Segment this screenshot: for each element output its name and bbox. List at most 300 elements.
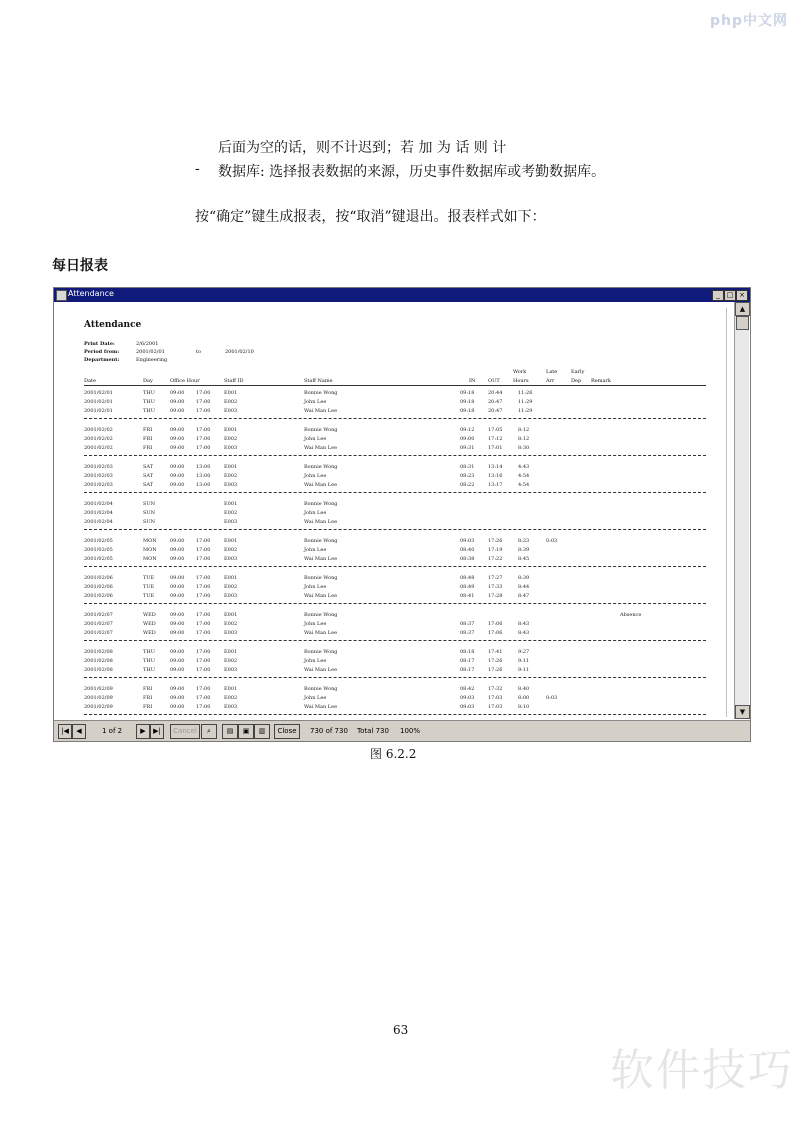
table-row bbox=[60, 510, 726, 519]
setup-button[interactable] bbox=[254, 724, 270, 739]
group-separator bbox=[84, 529, 706, 530]
cell-day: THU bbox=[143, 390, 155, 396]
cell-remark: Absence bbox=[620, 612, 642, 618]
table-row bbox=[60, 686, 726, 695]
cell-day: WED bbox=[143, 621, 156, 627]
cell-staff-id: E002 bbox=[224, 584, 238, 590]
cell-in: 08:49 bbox=[460, 584, 475, 590]
cell-office-end: 13:00 bbox=[196, 473, 211, 479]
cell-office-start: 09:00 bbox=[170, 427, 185, 433]
cell-date: 2001/02/01 bbox=[84, 408, 113, 414]
scroll-down-icon[interactable]: ▼ bbox=[735, 705, 750, 719]
cell-out: 17:06 bbox=[488, 621, 503, 627]
cell-staff-name: Bonnie Wong bbox=[304, 686, 338, 692]
cell-hours: 4:43 bbox=[518, 464, 530, 470]
cell-staff-id: E003 bbox=[224, 408, 238, 414]
cell-date: 2001/02/03 bbox=[84, 482, 113, 488]
cell-staff-name: John Lee bbox=[304, 510, 327, 516]
cell-out: 17:26 bbox=[488, 538, 503, 544]
window-title: Attendance bbox=[68, 289, 114, 298]
report-toolbar bbox=[54, 720, 750, 741]
cell-date: 2001/02/05 bbox=[84, 556, 113, 562]
col-header-remark: Remark bbox=[591, 378, 611, 384]
cell-office-start: 09:00 bbox=[170, 686, 185, 692]
window-app-icon bbox=[56, 290, 67, 301]
cell-office-end: 17:00 bbox=[196, 408, 211, 414]
cell-staff-id: E001 bbox=[224, 390, 238, 396]
cell-date: 2001/02/01 bbox=[84, 399, 113, 405]
cell-staff-id: E002 bbox=[224, 399, 238, 405]
cell-staff-name: Bonnie Wong bbox=[304, 649, 338, 655]
paragraph-line-3: 按“确定”键生成报表，按“取消”键退出。报表样式如下： bbox=[195, 209, 546, 225]
cell-office-end: 17:00 bbox=[196, 667, 211, 673]
table-row bbox=[60, 538, 726, 547]
cell-in: 09:18 bbox=[460, 408, 475, 414]
cell-hours: 8:30 bbox=[518, 445, 530, 451]
cell-office-end: 17:00 bbox=[196, 436, 211, 442]
cell-hours: 8:40 bbox=[518, 686, 530, 692]
group-separator bbox=[84, 714, 706, 715]
cell-day: SUN bbox=[143, 501, 156, 507]
table-row bbox=[60, 464, 726, 473]
cell-date: 2001/02/08 bbox=[84, 667, 113, 673]
cell-staff-name: Wai Man Lee bbox=[304, 630, 338, 636]
cell-day: FRI bbox=[143, 695, 153, 701]
cell-day: THU bbox=[143, 658, 155, 664]
cell-in: 08:31 bbox=[460, 464, 475, 470]
cell-office-end: 17:00 bbox=[196, 575, 211, 581]
section-title: 每日报表 bbox=[52, 258, 108, 274]
cell-office-start: 09:00 bbox=[170, 612, 185, 618]
cell-staff-id: E003 bbox=[224, 593, 238, 599]
cell-day: THU bbox=[143, 649, 155, 655]
cell-in: 09:31 bbox=[460, 445, 475, 451]
cell-staff-name: Wai Man Lee bbox=[304, 667, 338, 673]
col-header-out: OUT bbox=[488, 378, 500, 384]
cell-day: SAT bbox=[143, 473, 154, 479]
cell-staff-id: E003 bbox=[224, 519, 238, 525]
cell-hours: 8:43 bbox=[518, 630, 530, 636]
cell-in: 09:03 bbox=[460, 538, 475, 544]
cell-office-end: 13:00 bbox=[196, 482, 211, 488]
cell-office-end: 17:00 bbox=[196, 445, 211, 451]
cell-day: FRI bbox=[143, 427, 153, 433]
maximize-icon[interactable]: □ bbox=[724, 290, 736, 301]
cell-staff-name: Wai Man Lee bbox=[304, 482, 338, 488]
table-row bbox=[60, 649, 726, 658]
cell-date: 2001/02/07 bbox=[84, 612, 113, 618]
col-header-in: IN bbox=[469, 378, 476, 384]
col-header-day: Day bbox=[143, 378, 153, 384]
cell-office-end: 17:00 bbox=[196, 593, 211, 599]
col-header-late: Late bbox=[546, 369, 558, 375]
table-row bbox=[60, 473, 726, 482]
cell-hours: 8:00 bbox=[518, 695, 530, 701]
col-header-arr: Arr bbox=[546, 378, 555, 384]
cell-office-start: 09:00 bbox=[170, 473, 185, 479]
cell-staff-id: E001 bbox=[224, 464, 238, 470]
cell-hours: 8:12 bbox=[518, 436, 530, 442]
scroll-up-icon[interactable]: ▲ bbox=[735, 302, 750, 316]
cell-date: 2001/02/07 bbox=[84, 630, 113, 636]
cell-date: 2001/02/03 bbox=[84, 464, 113, 470]
cell-day: SUN bbox=[143, 510, 156, 516]
cell-staff-name: Bonnie Wong bbox=[304, 427, 338, 433]
cell-office-start: 09:00 bbox=[170, 464, 185, 470]
cell-office-start: 09:00 bbox=[170, 408, 185, 414]
cell-hours: 11:26 bbox=[518, 390, 533, 396]
cell-hours: 8:45 bbox=[518, 556, 530, 562]
cell-out: 17:01 bbox=[488, 445, 503, 451]
cell-office-end: 17:00 bbox=[196, 686, 211, 692]
cell-date: 2001/02/04 bbox=[84, 519, 113, 525]
table-row bbox=[60, 408, 726, 417]
table-row bbox=[60, 399, 726, 408]
cell-date: 2001/02/07 bbox=[84, 621, 113, 627]
cell-out: 17:03 bbox=[488, 695, 503, 701]
cell-office-end: 17:00 bbox=[196, 390, 211, 396]
cell-staff-id: E002 bbox=[224, 621, 238, 627]
search-button[interactable] bbox=[201, 724, 217, 739]
table-row bbox=[60, 390, 726, 399]
cell-hours: 4:54 bbox=[518, 473, 530, 479]
cell-day: MON bbox=[143, 538, 157, 544]
cell-staff-name: John Lee bbox=[304, 584, 327, 590]
cell-in: 08:23 bbox=[460, 473, 475, 479]
cell-hours: 8:23 bbox=[518, 538, 530, 544]
cell-in: 08:38 bbox=[460, 556, 475, 562]
period-label: Period from: bbox=[84, 349, 120, 355]
paragraph-line-1: 后面为空的话，则不计迟到；若 加 为 话 则 计 bbox=[218, 140, 507, 156]
cell-out: 17:26 bbox=[488, 658, 503, 664]
figure-caption: 图 6.2.2 bbox=[370, 747, 417, 761]
cell-office-start: 09:00 bbox=[170, 649, 185, 655]
cell-day: SAT bbox=[143, 482, 154, 488]
cell-date: 2001/02/02 bbox=[84, 445, 113, 451]
cell-out: 17:05 bbox=[488, 427, 503, 433]
table-row bbox=[60, 658, 726, 667]
cell-staff-name: Bonnie Wong bbox=[304, 538, 338, 544]
cell-staff-name: John Lee bbox=[304, 658, 327, 664]
window-titlebar bbox=[54, 288, 750, 302]
cell-day: MON bbox=[143, 547, 157, 553]
period-to-label: to bbox=[196, 349, 202, 355]
cell-staff-name: John Lee bbox=[304, 695, 327, 701]
table-row bbox=[60, 630, 726, 639]
close-button[interactable]: Close bbox=[274, 724, 300, 739]
cell-in: 09:00 bbox=[460, 436, 475, 442]
report-window bbox=[53, 287, 751, 742]
cell-hours: 9:11 bbox=[518, 658, 530, 664]
cell-office-start: 09:00 bbox=[170, 704, 185, 710]
table-row bbox=[60, 556, 726, 565]
cell-staff-name: John Lee bbox=[304, 399, 327, 405]
group-separator bbox=[84, 566, 706, 567]
cell-staff-id: E003 bbox=[224, 667, 238, 673]
cell-day: WED bbox=[143, 630, 156, 636]
cell-date: 2001/02/04 bbox=[84, 510, 113, 516]
department-value: Engineering bbox=[136, 357, 168, 363]
cell-in: 08:40 bbox=[460, 547, 475, 553]
cell-hours: 4:54 bbox=[518, 482, 530, 488]
cell-out: 17:19 bbox=[488, 547, 503, 553]
cell-office-start: 09:00 bbox=[170, 630, 185, 636]
table-row bbox=[60, 667, 726, 676]
col-header-staff-name: Staff Name bbox=[304, 378, 333, 384]
page-setup-icon: ▥ bbox=[258, 727, 266, 735]
cell-out: 17:06 bbox=[488, 630, 503, 636]
close-icon[interactable]: × bbox=[736, 290, 748, 301]
export-icon: ▣ bbox=[242, 727, 250, 735]
printer-icon: ▤ bbox=[226, 727, 234, 735]
table-row bbox=[60, 621, 726, 630]
bullet-dash: - bbox=[195, 161, 200, 177]
cell-office-start: 09:00 bbox=[170, 621, 185, 627]
cell-date: 2001/02/09 bbox=[84, 695, 113, 701]
cell-staff-id: E001 bbox=[224, 686, 238, 692]
cell-out: 17:26 bbox=[488, 667, 503, 673]
cell-office-start: 09:00 bbox=[170, 658, 185, 664]
cell-office-end: 17:00 bbox=[196, 427, 211, 433]
cell-office-start: 09:00 bbox=[170, 482, 185, 488]
watermark-bottom: 软件技巧 bbox=[610, 1045, 794, 1096]
page-number: 63 bbox=[393, 1023, 409, 1037]
cancel-button[interactable]: Cancel bbox=[170, 724, 200, 739]
cell-day: SAT bbox=[143, 464, 154, 470]
cell-in: 08:48 bbox=[460, 575, 475, 581]
cell-office-end: 17:00 bbox=[196, 556, 211, 562]
cell-in: 08:37 bbox=[460, 621, 475, 627]
department-label: Department: bbox=[84, 357, 120, 363]
cell-day: WED bbox=[143, 612, 156, 618]
cell-out: 20:47 bbox=[488, 408, 503, 414]
table-row bbox=[60, 427, 726, 436]
cell-date: 2001/02/06 bbox=[84, 584, 113, 590]
cell-out: 13:17 bbox=[488, 482, 503, 488]
cell-date: 2001/02/06 bbox=[84, 593, 113, 599]
cell-staff-name: Wai Man Lee bbox=[304, 556, 338, 562]
cell-staff-name: Bonnie Wong bbox=[304, 390, 338, 396]
cell-day: FRI bbox=[143, 445, 153, 451]
cell-staff-name: Bonnie Wong bbox=[304, 464, 338, 470]
cell-hours: 8:43 bbox=[518, 621, 530, 627]
cell-staff-name: John Lee bbox=[304, 473, 327, 479]
cell-out: 17:03 bbox=[488, 704, 503, 710]
cell-day: MON bbox=[143, 556, 157, 562]
cell-office-start: 09:00 bbox=[170, 445, 185, 451]
cell-in: 08:18 bbox=[460, 649, 475, 655]
first-page-button[interactable]: |◀ bbox=[58, 724, 72, 739]
vertical-scrollbar[interactable] bbox=[734, 302, 749, 719]
col-header-office-hour: Office Hour bbox=[170, 378, 200, 384]
cell-staff-id: E002 bbox=[224, 547, 238, 553]
cell-in: 08:41 bbox=[460, 593, 475, 599]
cell-staff-name: John Lee bbox=[304, 547, 327, 553]
cell-date: 2001/02/06 bbox=[84, 575, 113, 581]
col-header-hours: Hours bbox=[513, 378, 529, 384]
cell-office-start: 09:00 bbox=[170, 399, 185, 405]
cell-office-start: 09:00 bbox=[170, 556, 185, 562]
cell-hours: 8:12 bbox=[518, 427, 530, 433]
col-header-date: Date bbox=[84, 378, 96, 384]
cell-office-end: 17:00 bbox=[196, 621, 211, 627]
cell-day: TUE bbox=[143, 584, 155, 590]
print-button[interactable] bbox=[222, 724, 238, 739]
cell-day: FRI bbox=[143, 686, 153, 692]
next-page-button[interactable]: ▶ bbox=[136, 724, 150, 739]
print-date-label: Print Date: bbox=[84, 341, 115, 347]
cell-date: 2001/02/04 bbox=[84, 501, 113, 507]
table-row bbox=[60, 612, 726, 621]
cell-date: 2001/02/05 bbox=[84, 547, 113, 553]
period-to-value: 2001/02/10 bbox=[225, 349, 254, 355]
col-header-staff-id: Staff ID bbox=[224, 378, 244, 384]
cell-out: 17:41 bbox=[488, 649, 503, 655]
cell-out: 20:47 bbox=[488, 399, 503, 405]
cell-office-end: 17:00 bbox=[196, 538, 211, 544]
cell-day: FRI bbox=[143, 436, 153, 442]
cell-staff-id: E001 bbox=[224, 538, 238, 544]
cell-office-end: 17:00 bbox=[196, 658, 211, 664]
cell-hours: 9:27 bbox=[518, 649, 530, 655]
group-separator bbox=[84, 603, 706, 604]
cell-office-end: 17:00 bbox=[196, 547, 211, 553]
cell-date: 2001/02/05 bbox=[84, 538, 113, 544]
table-row bbox=[60, 593, 726, 602]
group-separator bbox=[84, 418, 706, 419]
last-page-button[interactable]: ▶| bbox=[150, 724, 164, 739]
table-row bbox=[60, 482, 726, 491]
cell-in: 09:03 bbox=[460, 704, 475, 710]
table-row bbox=[60, 695, 726, 704]
header-rule bbox=[84, 385, 706, 386]
records-count: 730 of 730 bbox=[310, 727, 348, 735]
cell-office-start: 09:00 bbox=[170, 593, 185, 599]
print-date-value: 2/6/2001 bbox=[136, 341, 159, 347]
cell-office-end: 17:00 bbox=[196, 630, 211, 636]
table-row bbox=[60, 575, 726, 584]
cell-in: 09:18 bbox=[460, 399, 475, 405]
cell-office-end: 17:00 bbox=[196, 612, 211, 618]
cell-date: 2001/02/02 bbox=[84, 436, 113, 442]
cell-office-end: 17:00 bbox=[196, 704, 211, 710]
cell-out: 13:14 bbox=[488, 464, 503, 470]
cell-office-end: 17:00 bbox=[196, 695, 211, 701]
cell-office-end: 13:00 bbox=[196, 464, 211, 470]
minimize-icon[interactable]: _ bbox=[712, 290, 724, 301]
table-row bbox=[60, 445, 726, 454]
table-row bbox=[60, 501, 726, 510]
cell-staff-name: Wai Man Lee bbox=[304, 408, 338, 414]
group-separator bbox=[84, 677, 706, 678]
cell-staff-id: E003 bbox=[224, 630, 238, 636]
cell-date: 2001/02/09 bbox=[84, 686, 113, 692]
cell-staff-id: E002 bbox=[224, 436, 238, 442]
cell-office-start: 09:00 bbox=[170, 584, 185, 590]
cell-staff-id: E002 bbox=[224, 473, 238, 479]
cell-date: 2001/02/08 bbox=[84, 658, 113, 664]
cell-staff-id: E001 bbox=[224, 649, 238, 655]
cell-in: 09:12 bbox=[460, 427, 475, 433]
scroll-thumb[interactable] bbox=[736, 316, 749, 330]
cell-staff-id: E001 bbox=[224, 575, 238, 581]
cell-hours: 11:29 bbox=[518, 399, 533, 405]
cell-in: 09:18 bbox=[460, 390, 475, 396]
cell-staff-name: John Lee bbox=[304, 621, 327, 627]
cell-office-end: 17:00 bbox=[196, 584, 211, 590]
cell-staff-name: Bonnie Wong bbox=[304, 501, 338, 507]
cell-hours: 8:39 bbox=[518, 547, 530, 553]
cell-date: 2001/02/03 bbox=[84, 473, 113, 479]
cell-staff-id: E003 bbox=[224, 556, 238, 562]
cell-hours: 9:11 bbox=[518, 667, 530, 673]
cell-staff-id: E003 bbox=[224, 704, 238, 710]
cell-hours: 8:44 bbox=[518, 584, 530, 590]
col-header-dep: Dep bbox=[571, 378, 582, 384]
period-from-value: 2001/02/01 bbox=[136, 349, 165, 355]
cell-date: 2001/02/08 bbox=[84, 649, 113, 655]
group-separator bbox=[84, 640, 706, 641]
group-separator bbox=[84, 455, 706, 456]
cell-out: 20:44 bbox=[488, 390, 503, 396]
cell-late-arr: 0:03 bbox=[546, 538, 558, 544]
cell-staff-name: Wai Man Lee bbox=[304, 519, 338, 525]
cell-staff-name: Wai Man Lee bbox=[304, 445, 338, 451]
prev-page-button[interactable]: ◀ bbox=[72, 724, 86, 739]
cell-day: THU bbox=[143, 399, 155, 405]
cell-day: FRI bbox=[143, 704, 153, 710]
cell-day: SUN bbox=[143, 519, 156, 525]
export-button[interactable] bbox=[238, 724, 254, 739]
zoom-level: 100% bbox=[400, 727, 421, 735]
cell-staff-id: E003 bbox=[224, 445, 238, 451]
cell-staff-name: John Lee bbox=[304, 436, 327, 442]
table-row bbox=[60, 704, 726, 713]
table-row bbox=[60, 436, 726, 445]
cell-staff-id: E002 bbox=[224, 695, 238, 701]
cell-day: TUE bbox=[143, 593, 155, 599]
cell-day: TUE bbox=[143, 575, 155, 581]
cell-date: 2001/02/09 bbox=[84, 704, 113, 710]
cell-staff-name: Wai Man Lee bbox=[304, 593, 338, 599]
cell-date: 2001/02/02 bbox=[84, 427, 113, 433]
cell-office-start: 09:00 bbox=[170, 436, 185, 442]
cell-staff-id: E002 bbox=[224, 658, 238, 664]
cell-office-start: 09:00 bbox=[170, 667, 185, 673]
cell-hours: 11:29 bbox=[518, 408, 533, 414]
cell-office-start: 09:00 bbox=[170, 538, 185, 544]
cell-staff-id: E001 bbox=[224, 427, 238, 433]
table-row bbox=[60, 519, 726, 528]
cell-office-start: 09:00 bbox=[170, 575, 185, 581]
search-icon: ⌕ bbox=[207, 727, 211, 735]
cell-out: 17:12 bbox=[488, 436, 503, 442]
cell-staff-id: E003 bbox=[224, 482, 238, 488]
cell-office-start: 09:00 bbox=[170, 695, 185, 701]
page-indicator: 1 of 2 bbox=[102, 727, 123, 735]
col-header-work: Work bbox=[513, 369, 527, 375]
cell-out: 17:22 bbox=[488, 556, 503, 562]
cell-in: 08:42 bbox=[460, 686, 475, 692]
total-count: Total 730 bbox=[357, 727, 389, 735]
cell-hours: 8:10 bbox=[518, 704, 530, 710]
table-row bbox=[60, 584, 726, 593]
table-row bbox=[60, 547, 726, 556]
cell-staff-id: E001 bbox=[224, 501, 238, 507]
cell-out: 17:28 bbox=[488, 593, 503, 599]
cell-out: 17:27 bbox=[488, 575, 503, 581]
col-header-early: Early bbox=[571, 369, 585, 375]
